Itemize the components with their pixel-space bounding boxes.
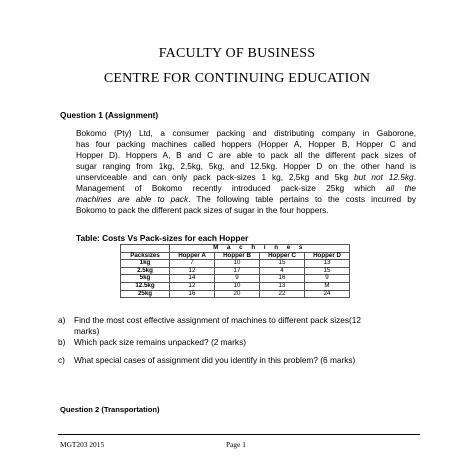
table-cell: 13 [260, 282, 305, 290]
table-cell: 10 [215, 260, 260, 268]
question-c [58, 355, 428, 366]
row-label: 5kg [121, 275, 170, 283]
column-header: Hopper B [215, 252, 260, 260]
footer-page: Page 1 [226, 440, 246, 449]
footer-course: MGT203 2015 [60, 440, 105, 449]
column-header: Packsizes [121, 252, 170, 260]
column-header: Hopper D [305, 252, 350, 260]
question-1-paragraph [76, 128, 416, 216]
row-label: 25kg [121, 290, 170, 298]
para-line: Bokomo to pack the different pack sizes of sugar in the four hoppers. [76, 205, 329, 215]
question-label: a) [58, 315, 66, 325]
question-text: Find the most cost effective assignment of machines to different pack sizes(12 [74, 315, 362, 325]
para-line: Hopper D). Hoppers A, B and C are able to pack all the different pack sizes of [76, 150, 416, 160]
question-text-continued: marks) [74, 325, 100, 336]
question-b [58, 337, 428, 348]
table-row [121, 282, 350, 290]
question-text: What special cases of assignment did you identify in this problem? (6 marks) [74, 355, 356, 365]
row-label: 2.5kg [121, 267, 170, 275]
faculty-title: FACULTY OF BUSINESS [158, 46, 316, 61]
table-cell: 12 [170, 282, 215, 290]
row-label: 12.5kg [121, 282, 170, 290]
para-line [76, 183, 416, 194]
machines-header: M a c h i n e s [170, 245, 350, 253]
table-cell: 12 [170, 267, 215, 275]
question-a [58, 315, 428, 336]
table-cell: 17 [215, 267, 260, 275]
column-header: Hopper C [260, 252, 305, 260]
table-cell: M [305, 282, 350, 290]
para-line: has four packing machines called hoppers (Hopper A, Hopper B, Hopper C and [76, 139, 416, 149]
table-cell: 13 [305, 260, 350, 268]
table-cell: 9 [305, 275, 350, 283]
question-1-heading: Question 1 (Assignment) [60, 110, 159, 120]
table-caption: Table: Costs Vs Pack-sizes for each Hopper [76, 233, 249, 243]
para-line: machines are able to pack. The following table pertains to the costs incurred by [76, 194, 416, 204]
para-italic: machines are able to pack [76, 194, 189, 204]
table-cell: 14 [170, 275, 215, 283]
table-cell: 16 [170, 290, 215, 298]
question-text: Which pack size remains unpacked? (2 marks) [74, 337, 246, 347]
table-cell: 15 [260, 260, 305, 268]
table-cell: 24 [305, 290, 350, 298]
para-line: sugar ranging from 1kg, 2,5kg, 5kg, and 12.5kg. Hopper D on the other hand is [76, 161, 416, 171]
table-cell: 7 [170, 260, 215, 268]
centre-title: CENTRE FOR CONTINUING EDUCATION [103, 71, 371, 86]
footer-rule [58, 434, 420, 435]
para-text: unserviceable and can only pack pack-sizes 1 kg, 2,5kg and 5kg [76, 172, 354, 182]
table-row [121, 290, 350, 298]
table-corner [121, 245, 170, 253]
question-label: b) [58, 337, 66, 347]
para-text: The following table pertains to the costs incurred by [196, 194, 416, 204]
para-italic: all the [385, 183, 416, 193]
table-cell: 20 [215, 290, 260, 298]
column-header: Hopper A [170, 252, 215, 260]
table-cell: 9 [215, 275, 260, 283]
table-cell: 15 [305, 267, 350, 275]
question-2-heading: Question 2 (Transportation) [60, 405, 160, 414]
table-row [121, 245, 350, 253]
table-cell: 4 [260, 267, 305, 275]
question-label: c) [58, 355, 65, 365]
table-cell: 16 [260, 275, 305, 283]
cost-table [120, 244, 350, 298]
para-italic: but not 12.5kg [353, 172, 414, 182]
table-cell: 22 [260, 290, 305, 298]
para-line: unserviceable and can only pack pack-sizes 1 kg, 2,5kg and 5kg but not 12.5kg. [76, 172, 416, 182]
para-line: Bokomo (Pty) Ltd, a consumer packing and distributing company in Gaborone, [76, 128, 416, 138]
table-cell: 10 [215, 282, 260, 290]
row-label: 1kg [121, 260, 170, 268]
para-text: Management of Bokomo recently introduced pack-size 25kg which [76, 183, 386, 193]
